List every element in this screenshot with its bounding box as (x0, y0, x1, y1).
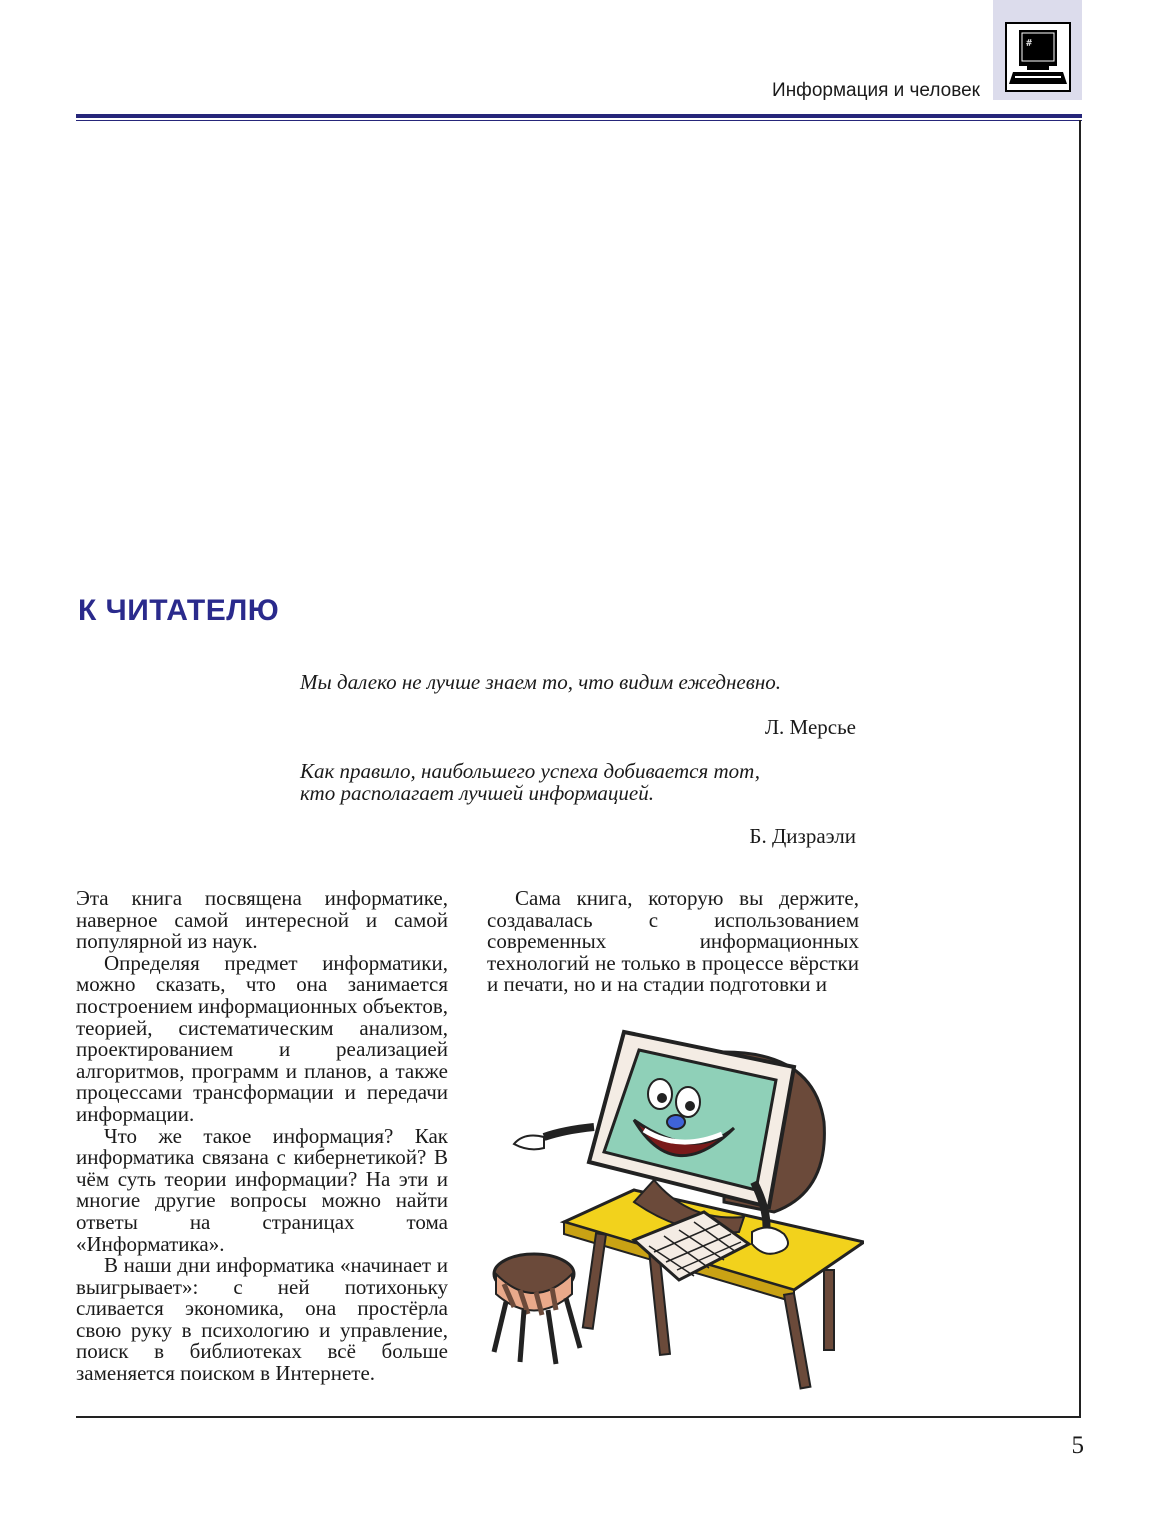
paragraph: Сама книга, которую вы держите, создавалась с использованием современных информационных технологий не только в процессе вёрстки и печати, но и на стадии подготовки и (487, 886, 859, 997)
paragraph: В наши дни информатика «начинает и выигрывает»: с ней потихоньку сливается экономика, она простёрла свою руку в психологию и управление, поиск в библиотеках всё больше заменяется поиском в Интернете. (76, 1253, 448, 1386)
header-rule-thin (76, 120, 1082, 121)
frame-bottom-border (76, 1416, 1081, 1418)
epigraph-1-author: Л. Мерсье (764, 715, 856, 739)
epigraph-1-text: Мы далеко не лучше знаем то, что видим ежедневно. (300, 670, 782, 694)
epigraph-2-author: Б. Дизраэли (749, 824, 856, 848)
left-column (76, 888, 448, 1385)
paragraph: Эта книга посвящена информатике, наверное самой интересной и самой популярной из наук. (76, 886, 448, 954)
epigraph-2-line-2: кто располагает лучшей информацией. (300, 781, 654, 805)
paragraph: Определяя предмет информатики, можно сказать, что она занимается построением информационных объектов, теорией, систематическим анализом, проектированием и реализацией алгоритмов, программ и планов, а также процессами трансформации и передачи информации. (76, 950, 448, 1126)
epigraph-2-line-1: Как правило, наибольшего успеха добивается тот, (300, 759, 761, 783)
page-number: 5 (1071, 1432, 1084, 1459)
smiling-computer-cartoon-icon (484, 1012, 864, 1407)
running-head: Информация и человек (772, 80, 980, 101)
page-title: К ЧИТАТЕЛЮ (78, 594, 280, 627)
frame-right-border (1079, 120, 1081, 1418)
svg-text:#: # (1026, 38, 1033, 49)
paragraph: Что же такое информация? Как информатика связана с кибернетикой? В чём суть теории информации? На эти и многие другие вопросы можно найти ответы на страницах тома «Информатика». (76, 1123, 448, 1256)
right-column (487, 888, 859, 996)
computer-icon (1005, 22, 1071, 92)
header-rule (76, 114, 1082, 118)
